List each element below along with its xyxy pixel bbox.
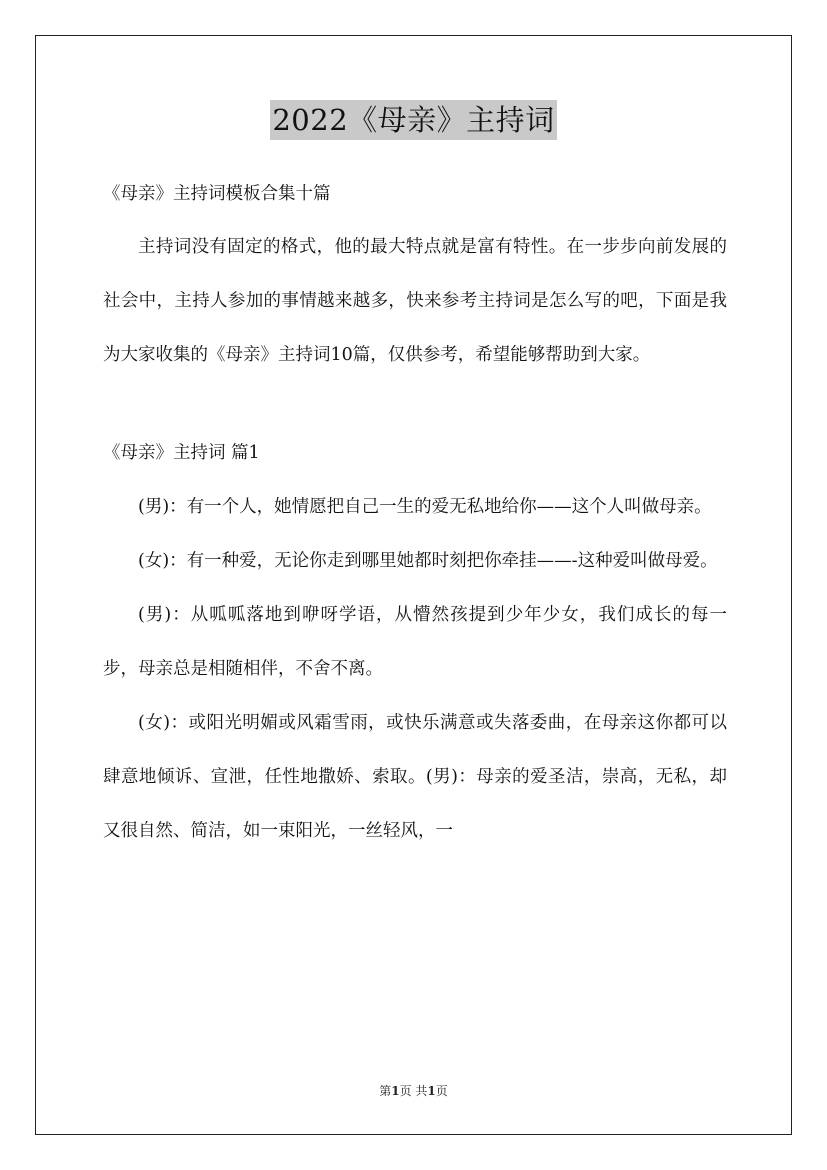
dialogue-paragraph-2: (女)：有一种爱，无论你走到哪里她都时刻把你牵挂——-这种爱叫做母爱。 xyxy=(138,551,718,571)
dialogue-paragraph-4: (女)：或阳光明媚或风霜雪雨，或快乐满意或失落委曲，在母亲这你都可以肆意地倾诉、宣泄，任性地撒娇、索取。(男)：母亲的爱圣洁，崇高，无私，却又很自然、简洁，如一束阳光，一丝轻风，一 xyxy=(103,713,727,841)
footer-page-suffix: 页 xyxy=(435,1084,448,1098)
section-heading: 《母亲》主持词 篇1 xyxy=(103,443,260,463)
document-subtitle: 《母亲》主持词模板合集十篇 xyxy=(103,184,331,204)
intro-paragraph: 主持词没有固定的格式，他的最大特点就是富有特性。在一步步向前发展的社会中，主持人参加的事情越来越多，快来参考主持词是怎么写的吧，下面是我为大家收集的《母亲》主持词10篇，仅供参考，希望能够帮助到大家。 xyxy=(103,237,727,365)
title-container xyxy=(0,100,827,140)
dialogue-paragraph-3: (男)：从呱呱落地到咿呀学语，从懵然孩提到少年少女，我们成长的每一步，母亲总是相随相伴，不舍不离。 xyxy=(103,605,727,679)
footer-page-prefix: 第 xyxy=(379,1084,392,1098)
footer-page-mid: 页 共 xyxy=(399,1084,428,1098)
dialogue-paragraph-1: (男)：有一个人，她情愿把自己一生的爱无私地给你——这个人叫做母亲。 xyxy=(138,497,712,517)
footer-page-total: 1 xyxy=(427,1084,436,1098)
document-title: 2022《母亲》主持词 xyxy=(270,100,556,140)
page-footer xyxy=(0,1082,827,1099)
section-gap xyxy=(103,382,727,426)
footer-page-current: 1 xyxy=(391,1084,400,1098)
document-body xyxy=(103,168,727,858)
